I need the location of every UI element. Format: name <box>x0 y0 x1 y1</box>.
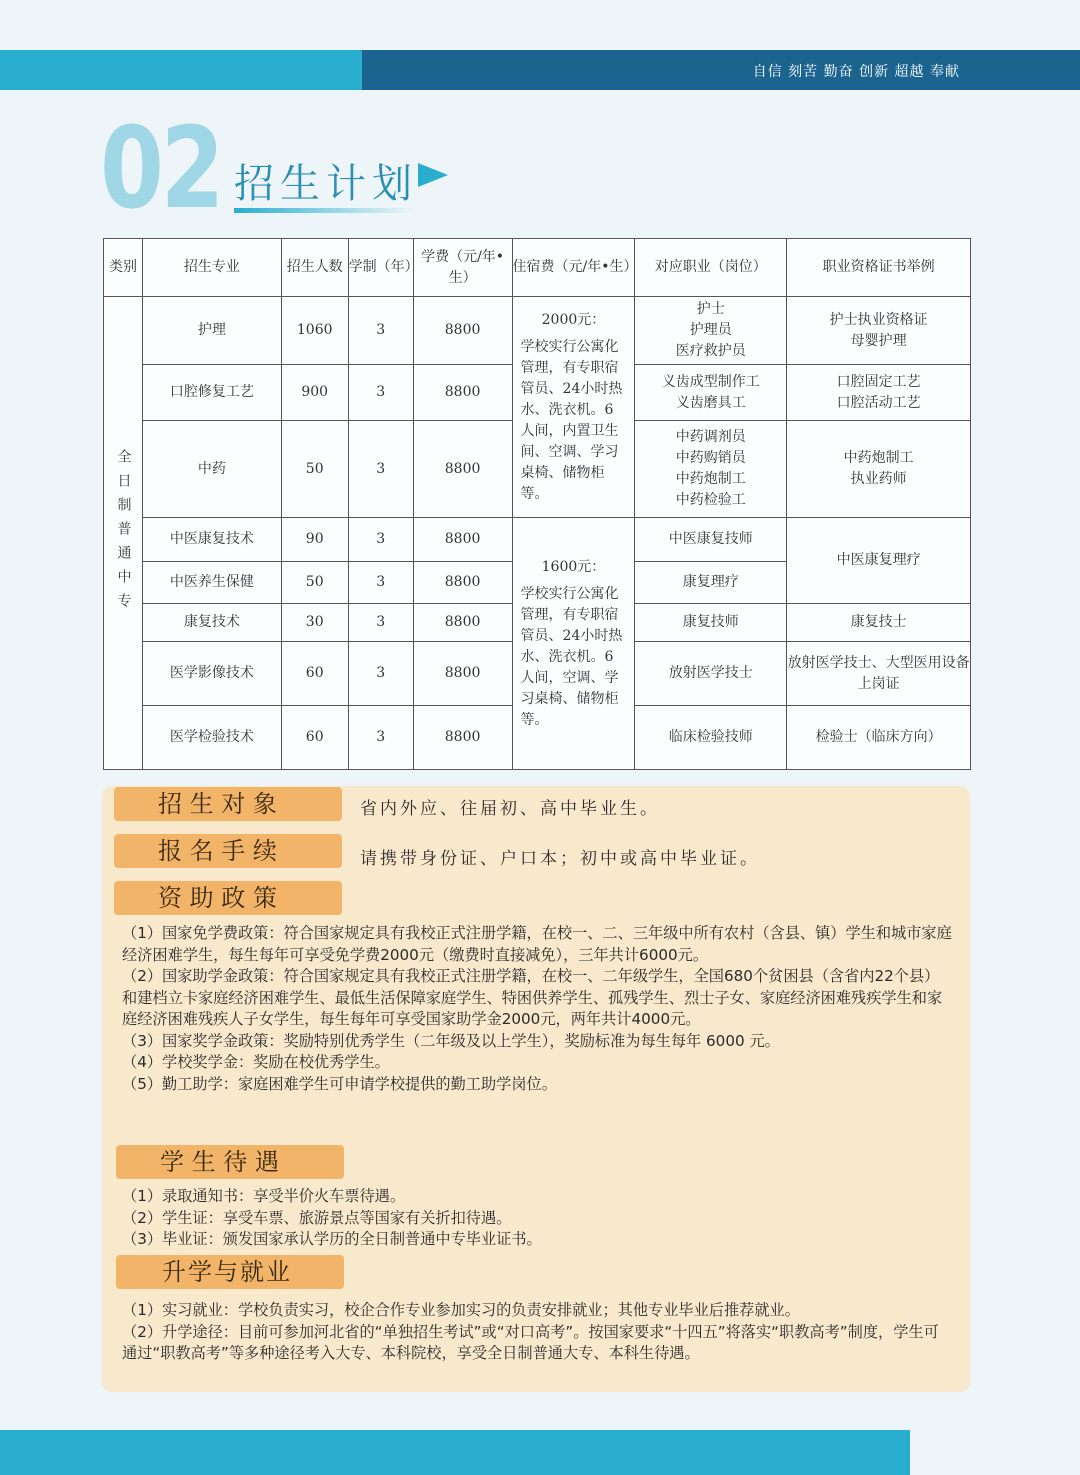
job-item: 护士 <box>696 301 725 317</box>
count-cell: 90 <box>281 518 348 562</box>
tuition-cell: 8800 <box>413 518 512 562</box>
header-dorm: 住宿费（元/年•生） <box>512 239 635 297</box>
career-label: 升学与就业 <box>116 1255 344 1289</box>
major-cell: 护理 <box>142 297 281 365</box>
major-cell: 医学检验技术 <box>142 706 281 770</box>
career-item: （2）升学途径：目前可参加河北省的“单独招生考试”或“对口高考”。按国家要求“十四五”将落实“职教高考”制度，学生可通过“职教高考”等多种途径考入大专、本科院校，享受全日制普通大专、本科生待遇。 <box>122 1322 939 1362</box>
section-number: 02 <box>100 104 222 234</box>
header-category: 类别 <box>104 239 143 297</box>
registration-text: 请携带身份证、户口本；初中或高中毕业证。 <box>360 849 760 869</box>
dorm-fee-cell <box>512 518 635 770</box>
job-item: 中药检验工 <box>675 492 746 508</box>
job-item: 义齿磨具工 <box>675 394 746 411</box>
years-cell: 3 <box>348 297 413 365</box>
count-cell: 50 <box>281 562 348 604</box>
section-title: 招生计划 <box>234 161 418 207</box>
certs-cell <box>787 421 971 518</box>
tuition-cell: 8800 <box>413 297 512 365</box>
jobs-cell: 临床检验技师 <box>635 706 787 770</box>
treatment-item: （3）毕业证：颁发国家承认学历的全日制普通中专毕业证书。 <box>122 1230 542 1248</box>
career-list <box>122 1300 952 1365</box>
job-item: 护理员 <box>689 322 732 338</box>
major-cell: 中医康复技术 <box>142 518 281 562</box>
jobs-cell <box>635 421 787 518</box>
cert-item: 母婴护理 <box>850 332 907 349</box>
treatment-item: （2）学生证：享受车票、旅游景点等国家有关折扣待遇。 <box>122 1208 512 1227</box>
count-cell: 50 <box>281 421 348 518</box>
table-row <box>104 297 971 365</box>
aid-item: （2）国家助学金政策：符合国家规定具有我校正式注册学籍，在校一、二年级学生，全国680个贫困县（含省内22个县）和建档立卡家庭经济困难学生、最低生活保障家庭学生、特困供养学生、孤残学生、烈士子女、家庭经济困难残疾学生和家庭经济困难残疾人子女学生，每生每年可享受国家助学金2000元，两年共计4000元。 <box>122 967 943 1028</box>
major-cell: 口腔修复工艺 <box>142 365 281 421</box>
certs-cell: 康复技士 <box>787 604 971 642</box>
category-label: 全日制普通中专 <box>115 449 132 617</box>
job-item: 义齿成型制作工 <box>661 373 760 390</box>
tuition-cell: 8800 <box>413 642 512 706</box>
certs-cell: 放射医学技士、大型医用设备上岗证 <box>787 642 971 706</box>
career-item: （1）实习就业：学校负责实习，校企合作专业参加实习的负责安排就业；其他专业毕业后推荐就业。 <box>122 1301 800 1319</box>
count-cell: 60 <box>281 642 348 706</box>
header-certs: 职业资格证书举例 <box>787 239 971 297</box>
header-count: 招生人数 <box>281 239 348 297</box>
major-cell: 康复技术 <box>142 604 281 642</box>
job-item: 中药购销员 <box>675 450 746 466</box>
table-row <box>104 518 971 562</box>
major-cell: 中药 <box>142 421 281 518</box>
years-cell: 3 <box>348 706 413 770</box>
aid-item: （4）学校奖学金：奖励在校优秀学生。 <box>122 1053 390 1071</box>
years-cell: 3 <box>348 642 413 706</box>
category-cell <box>104 297 143 770</box>
treatment-label: 学 生 待 遇 <box>116 1145 344 1179</box>
enrollment-table <box>103 238 971 770</box>
jobs-cell <box>635 365 787 421</box>
top-bar <box>362 50 1080 90</box>
jobs-cell: 康复理疗 <box>635 562 787 604</box>
header-years: 学制（年） <box>348 239 413 297</box>
dorm-fee-amount: 2000元： <box>541 311 606 328</box>
job-item: 中药调剂员 <box>675 429 746 445</box>
school-motto: 自信 刻苦 勤奋 创新 超越 奉献 <box>752 64 960 80</box>
target-text: 省内外应、往届初、高中毕业生。 <box>360 799 660 819</box>
aid-label: 资 助 政 策 <box>114 881 342 915</box>
major-cell: 中医养生保健 <box>142 562 281 604</box>
count-cell: 1060 <box>281 297 348 365</box>
tuition-cell: 8800 <box>413 421 512 518</box>
tuition-cell: 8800 <box>413 706 512 770</box>
tuition-cell: 8800 <box>413 604 512 642</box>
dorm-fee-description: 学校实行公寓化管理，有专职宿管员、24小时热水、洗衣机。6人间，内置卫生间、空调、学习桌椅、储物柜等。 <box>520 338 623 502</box>
jobs-cell: 康复技师 <box>635 604 787 642</box>
years-cell: 3 <box>348 421 413 518</box>
major-cell: 医学影像技术 <box>142 642 281 706</box>
top-bar-accent <box>0 50 362 90</box>
table-header-row <box>104 239 971 297</box>
cert-item: 执业药师 <box>850 471 907 487</box>
count-cell: 900 <box>281 365 348 421</box>
certs-cell <box>787 297 971 365</box>
target-label: 招 生 对 象 <box>114 787 342 821</box>
job-item: 中药炮制工 <box>675 471 746 487</box>
treatment-item: （1）录取通知书：享受半价火车票待遇。 <box>122 1187 406 1205</box>
aid-item: （3）国家奖学金政策：奖励特别优秀学生（二年级及以上学生），奖励标准为每生每年 6000 元。 <box>122 1031 780 1050</box>
header-tuition: 学费（元/年•生） <box>413 239 512 297</box>
years-cell: 3 <box>348 365 413 421</box>
cert-item: 口腔活动工艺 <box>836 394 921 411</box>
tuition-cell: 8800 <box>413 365 512 421</box>
certs-cell: 检验士（临床方向） <box>787 706 971 770</box>
title-underline <box>234 208 414 213</box>
cert-item: 护士执业资格证 <box>829 311 928 328</box>
cert-item: 中药炮制工 <box>843 450 914 466</box>
arrow-right-icon <box>418 163 448 187</box>
dorm-fee-cell <box>512 297 635 518</box>
header-major: 招生专业 <box>142 239 281 297</box>
job-item: 医疗救护员 <box>675 343 746 359</box>
registration-label: 报 名 手 续 <box>114 834 342 868</box>
treatment-list <box>122 1186 952 1251</box>
bottom-bar <box>0 1430 910 1475</box>
dorm-fee-description: 学校实行公寓化管理，有专职宿管员、24小时热水、洗衣机。6人间，空调、学习桌椅、储物柜等。 <box>520 585 623 728</box>
jobs-cell <box>635 297 787 365</box>
cert-item: 口腔固定工艺 <box>836 373 921 390</box>
years-cell: 3 <box>348 518 413 562</box>
tuition-cell: 8800 <box>413 562 512 604</box>
aid-item: （5）勤工助学：家庭困难学生可申请学校提供的勤工助学岗位。 <box>122 1074 557 1093</box>
aid-item: （1）国家免学费政策：符合国家规定具有我校正式注册学籍，在校一、二、三年级中所有农村（含县、镇）学生和城市家庭经济困难学生，每生每年可享受免学费2000元（缴费时直接减免），三年共计6000元。 <box>122 924 952 964</box>
certs-cell: 中医康复理疗 <box>787 518 971 604</box>
count-cell: 30 <box>281 604 348 642</box>
count-cell: 60 <box>281 706 348 770</box>
dorm-fee-amount: 1600元： <box>541 558 606 575</box>
header-jobs: 对应职业（岗位） <box>635 239 787 297</box>
certs-cell <box>787 365 971 421</box>
jobs-cell: 放射医学技士 <box>635 642 787 706</box>
years-cell: 3 <box>348 604 413 642</box>
aid-list <box>122 923 952 1095</box>
jobs-cell: 中医康复技师 <box>635 518 787 562</box>
years-cell: 3 <box>348 562 413 604</box>
